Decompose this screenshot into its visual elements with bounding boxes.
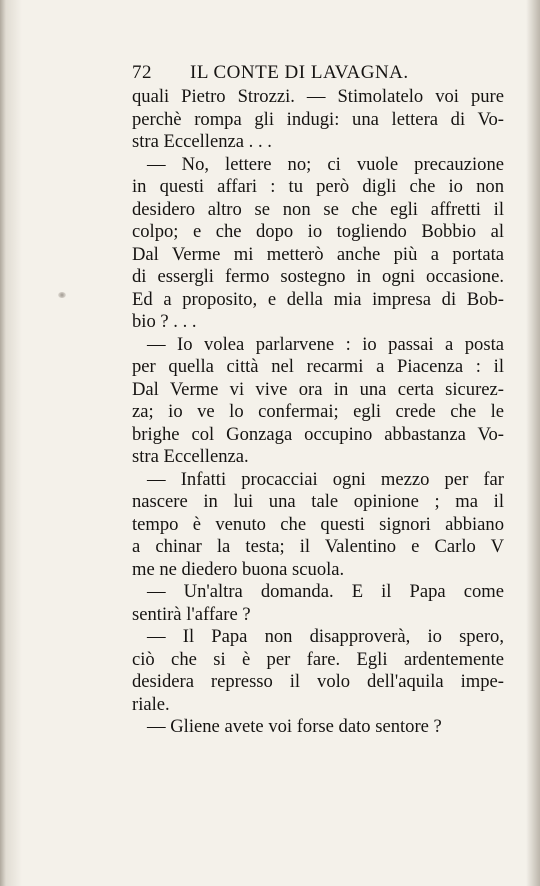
- text-line: — Io volea parlarvene : io passai a posta: [147, 333, 504, 355]
- paper-blemish: [58, 292, 66, 298]
- text-line: — Gliene avete voi forse dato sentore ?: [147, 716, 442, 737]
- text-line: a chinar la testa; il Valentino e Carlo V: [132, 536, 504, 557]
- running-head: [132, 62, 436, 86]
- text-line: — Un'altra domanda. E il Papa come: [147, 581, 504, 602]
- body-text: [132, 86, 504, 739]
- text-line: desidera represso il volo dell'aquila impe-: [132, 671, 504, 692]
- text-line: za; io ve lo confermai; egli crede che le: [132, 401, 504, 422]
- text-line: tempo è venuto che questi signori abbiano: [132, 513, 504, 535]
- text-line: nascere in lui una tale opinione ; ma il: [132, 491, 504, 512]
- text-line: riale.: [132, 693, 170, 715]
- text-line: brighe col Gonzaga occupino abbastanza Vo-: [132, 423, 504, 445]
- text-line: in questi affari : tu però digli che io non: [132, 176, 504, 197]
- text-line: sentirà l'affare ?: [132, 603, 251, 625]
- text-line: — No, lettere no; ci vuole precauzione: [147, 153, 504, 175]
- page-number: 72: [132, 62, 152, 83]
- text-line: quali Pietro Strozzi. — Stimolatelo voi pure: [132, 86, 504, 107]
- text-line: per quella città nel recarmi a Piacenza : il: [132, 356, 504, 377]
- text-line: — Il Papa non disapproverà, io spero,: [147, 626, 504, 647]
- text-line: colpo; e che dopo io togliendo Bobbio al: [132, 221, 504, 242]
- text-line: — Infatti procacciai ogni mezzo per far: [147, 468, 504, 490]
- text-line: me ne diedero buona scuola.: [132, 558, 345, 580]
- book-title: IL CONTE DI LAVAGNA.: [190, 62, 409, 83]
- text-line: Dal Verme mi metterò anche più a portata: [132, 243, 504, 265]
- text-line: stra Eccellenza . . .: [132, 131, 272, 152]
- text-line: Ed a proposito, e della mia impresa di Bob-: [132, 288, 504, 310]
- text-line: Dal Verme vi vive ora in una certa sicurez-: [132, 378, 504, 400]
- text-line: ciò che si è per fare. Egli ardentemente: [132, 648, 504, 670]
- text-line: bio ? . . .: [132, 311, 197, 332]
- text-line: perchè rompa gli indugi: una lettera di Vo-: [132, 108, 504, 130]
- text-line: desidero altro se non se che egli affretti il: [132, 198, 504, 220]
- text-line: stra Eccellenza.: [132, 446, 249, 467]
- text-line: di essergli fermo sostegno in ogni occasione.: [132, 266, 504, 287]
